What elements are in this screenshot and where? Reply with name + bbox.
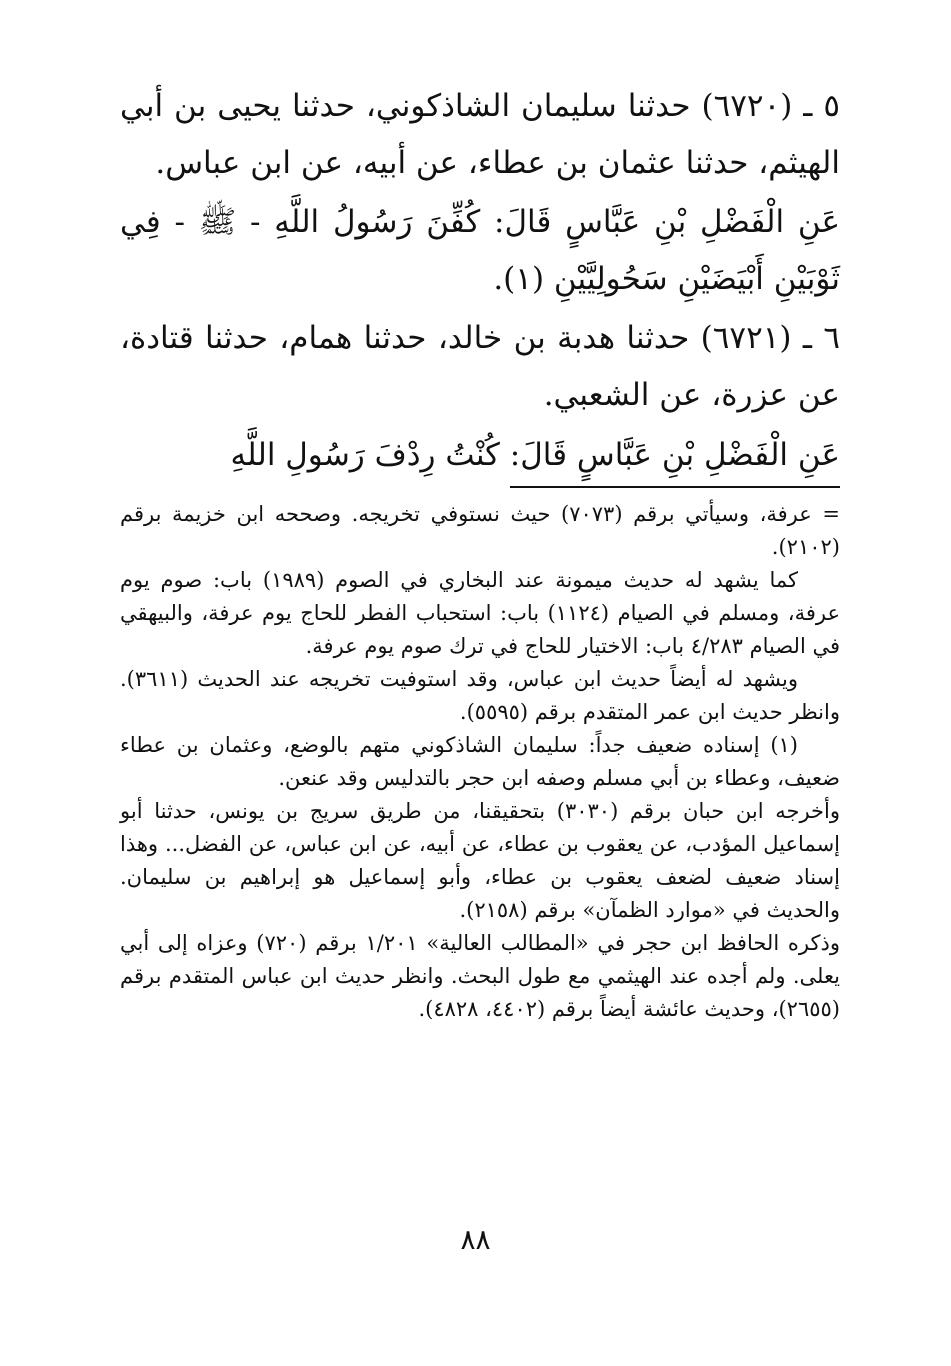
- hadith-chain-6: ٦ ـ (٦٧٢١) حدثنا هدبة بن خالد، حدثنا همام، حدثنا قتادة، عن عزرة، عن الشعبي.: [120, 320, 840, 413]
- hadith-text-5: عَنِ الْفَضْلِ بْنِ عَبَّاسٍ قَالَ: كُفِّنَ رَسُولُ اللَّهِ - ﷺ - فِي ثَوْبَيْنِ أَبْيَضَيْنِ سَحُولِيَّيْنِ (١).: [120, 204, 840, 297]
- book-page: [120, 78, 840, 1298]
- footnote-separator: [510, 486, 840, 488]
- page-number: ٨٨: [460, 1223, 491, 1256]
- witness-note-1: كما يشهد له حديث ميمونة عند البخاري في الصوم (١٩٨٩) باب: صوم يوم عرفة، ومسلم في الصيام (١١٢٤) باب: استحباب الفطر للحاج يوم عرفة، والبيهقي في الصيام ٤/٢٨٣ باب: الاختيار للحاج في ترك صوم يوم عرفة.: [120, 568, 840, 658]
- footnote-1-paragraph-2: وأخرجه ابن حبان برقم (٣٠٣٠) بتحقيقنا، من طريق سريج بن يونس، حدثنا أبو إسماعيل المؤدب، عن يعقوب بن عطاء، عن أبيه، عن ابن عباس، عن الفضل... وهذا إسناد ضعيف لضعف يعقوب بن عطاء، وأبو إسماعيل هو إبراهيم بن سليمان. والحديث في «موارد الظمآن» برقم (٢١٥٨).: [120, 799, 840, 922]
- footnote-1-paragraph-3: وذكره الحافظ ابن حجر في «المطالب العالية» ١/٢٠١ برقم (٧٢٠) وعزاه إلى أبي يعلى. ولم أجده عند الهيثمي مع طول البحث. وانظر حديث ابن عباس المتقدم برقم (٢٦٥٥)، وحديث عائشة أيضاً برقم (٤٤٠٢، ٤٨٢٨).: [120, 931, 840, 1021]
- hadith-text-6: عَنِ الْفَضْلِ بْنِ عَبَّاسٍ قَالَ: كُنْتُ رِدْفَ رَسُولِ اللَّهِ: [230, 437, 840, 473]
- footnotes-section: [120, 498, 840, 1026]
- footnote-1-paragraph-1: (١) إسناده ضعيف جداً: سليمان الشاذكوني متهم بالوضع، وعثمان بن عطاء ضعيف، وعطاء بن أبي مسلم وصفه ابن حجر بالتدليس وقد عنعن.: [120, 733, 840, 790]
- witness-note-2: ويشهد له أيضاً حديث ابن عباس، وقد استوفيت تخريجه عند الحديث (٣٦١١). وانظر حديث ابن عمر المتقدم برقم (٥٥٩٥).: [120, 667, 840, 724]
- hadith-chain-5: ٥ ـ (٦٧٢٠) حدثنا سليمان الشاذكوني، حدثنا يحيى بن أبي الهيثم، حدثنا عثمان بن عطاء، عن أبيه، عن ابن عباس.: [120, 88, 840, 181]
- continued-footnote: = عرفة، وسيأتي برقم (٧٠٧٣) حيث نستوفي تخريجه. وصححه ابن خزيمة برقم (٢١٠٢).: [120, 502, 840, 559]
